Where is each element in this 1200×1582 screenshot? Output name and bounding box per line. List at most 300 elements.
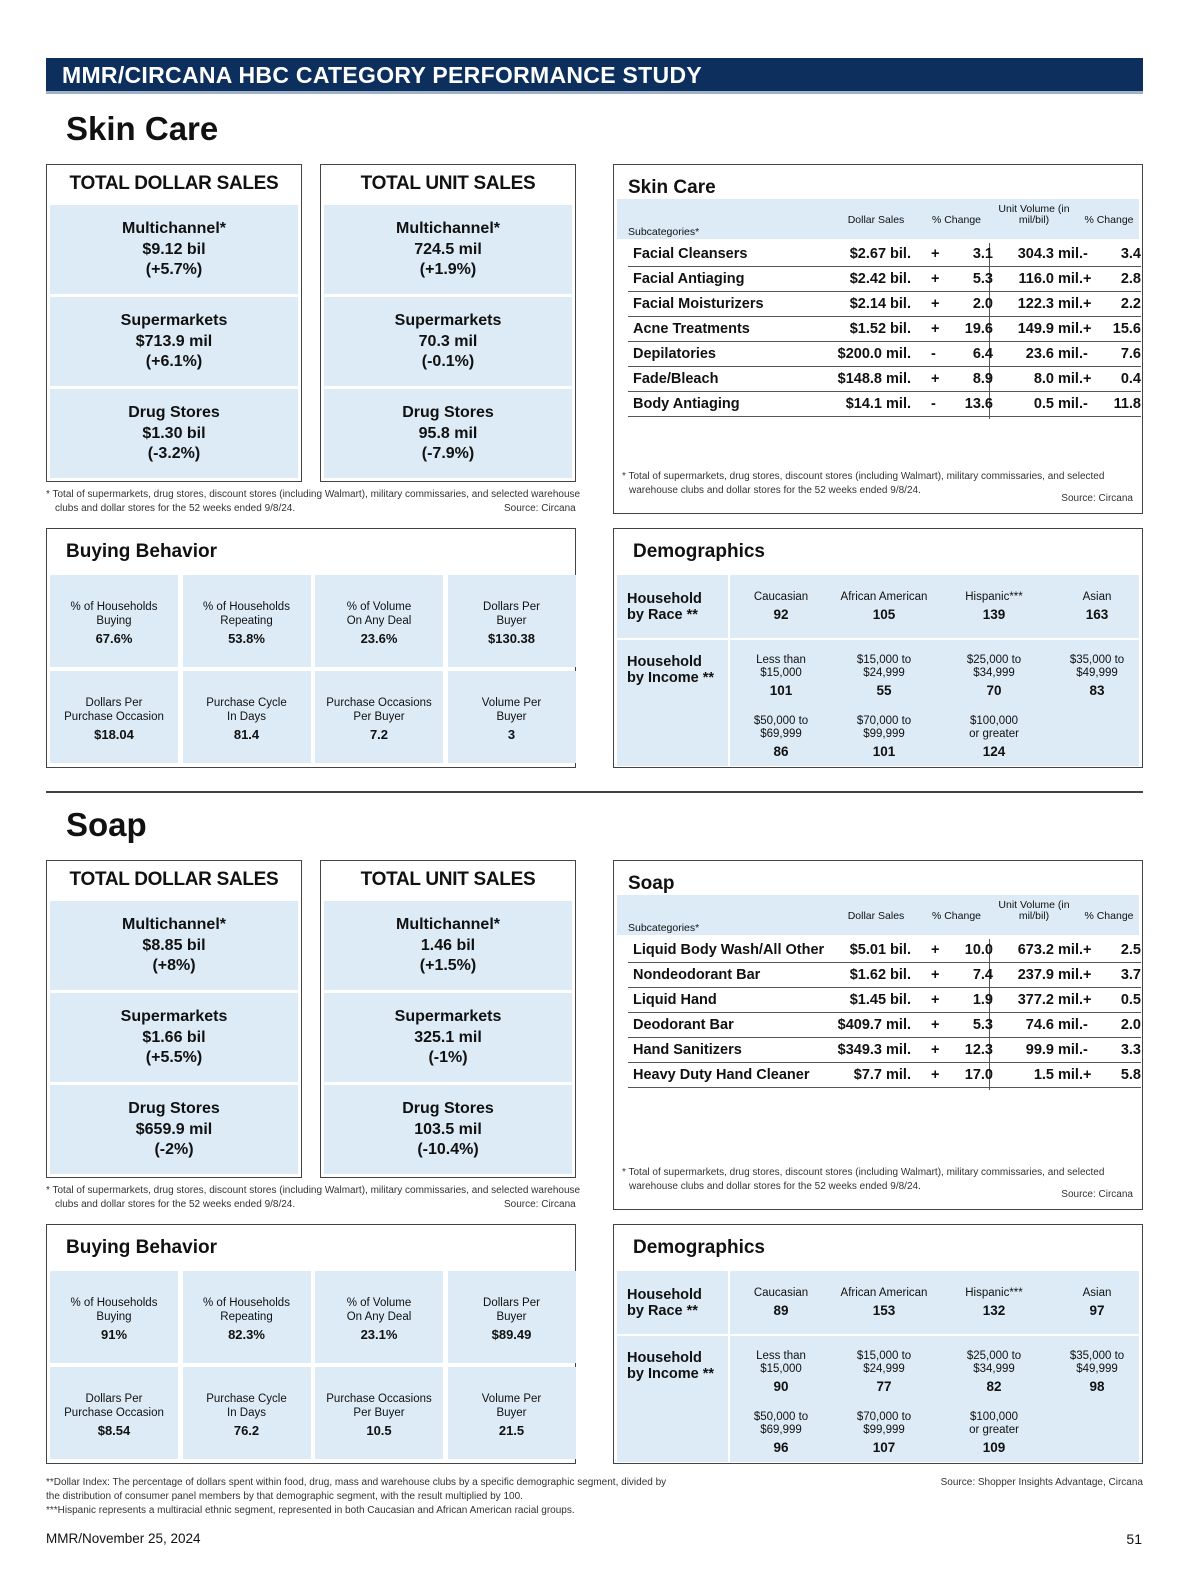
- race-label-line1: Household: [627, 1287, 702, 1303]
- metric-label-line2: Per Buyer: [353, 1406, 405, 1419]
- buying-metric-cell: [50, 575, 178, 667]
- income-label-line1: Household: [627, 1350, 702, 1366]
- segment-index: 109: [982, 1440, 1006, 1455]
- income-segment: [939, 1350, 1049, 1393]
- row-pct-change-1: 7.4: [972, 967, 993, 983]
- metric-label-line1: % of Households: [203, 1297, 290, 1309]
- metric-value: 21.5: [498, 1423, 525, 1438]
- row-unit-volume: 99.9 mil.: [1025, 1042, 1083, 1058]
- cell-change: (-0.1%): [421, 353, 475, 370]
- cell-label: Supermarkets: [120, 1008, 228, 1025]
- table-row: [628, 1038, 1141, 1063]
- row-sign-2: -: [1083, 346, 1088, 362]
- race-segment: [1042, 591, 1152, 621]
- summary-footnote-line2: clubs and dollar stores for the 52 weeks ended 9/8/24.: [55, 503, 296, 514]
- segment-label: Asian: [1082, 591, 1112, 603]
- col-pct-change-2: % Change: [1084, 910, 1134, 922]
- segment-index: 70: [986, 683, 1002, 698]
- col-pct-change-1: % Change: [931, 214, 982, 226]
- row-unit-volume: 74.6 mil.: [1025, 1017, 1083, 1033]
- section-title: Skin Care: [66, 110, 219, 147]
- unit-sales-box: [320, 164, 576, 482]
- row-sign-2: -: [1083, 396, 1088, 412]
- col-dollar-sales: Dollar Sales: [847, 910, 905, 922]
- col-unit-volume: Unit Volume (in mil/bil): [998, 203, 1070, 226]
- sales-cell: [50, 297, 298, 386]
- sales-cell: [50, 901, 298, 990]
- table-title: Skin Care: [628, 177, 716, 198]
- row-unit-volume: 23.6 mil.: [1025, 346, 1083, 362]
- race-segment: [726, 591, 836, 621]
- row-dollar-sales: $5.01 bil.: [849, 942, 911, 958]
- metric-label-line2: Buyer: [496, 614, 527, 627]
- cell-change: (+5.5%): [145, 1049, 203, 1066]
- metric-label-line2: Buyer: [496, 1310, 527, 1323]
- metric-value: 23.6%: [360, 631, 398, 646]
- row-pct-change-1: 12.3: [964, 1042, 993, 1058]
- metric-label-line1: Dollars Per: [85, 697, 143, 709]
- row-name: Acne Treatments: [633, 321, 750, 337]
- segment-label: Hispanic***: [965, 591, 1023, 603]
- row-sign-1: +: [931, 1042, 940, 1058]
- row-dollar-sales: $1.45 bil.: [849, 992, 911, 1008]
- subcategory-table: [613, 164, 1143, 514]
- segment-label-line2: $15,000: [760, 667, 802, 679]
- metric-label-line1: Dollars Per: [483, 1297, 540, 1309]
- metric-label-line2: Purchase Occasion: [64, 1406, 164, 1419]
- col-pct-change-1: % Change: [931, 910, 982, 922]
- box-heading: TOTAL UNIT SALES: [360, 173, 536, 194]
- segment-index: 96: [773, 1440, 789, 1455]
- col-subcategories: Subcategories*: [628, 226, 700, 238]
- segment-label-line1: $25,000 to: [966, 654, 1022, 666]
- row-unit-volume: 304.3 mil.: [1017, 246, 1083, 262]
- row-dollar-sales: $1.52 bil.: [849, 321, 911, 337]
- metric-value: 10.5: [366, 1423, 392, 1438]
- segment-index: 107: [872, 1440, 896, 1455]
- page-number: 51: [1126, 1531, 1142, 1547]
- race-label: [627, 591, 702, 623]
- sales-cell: [50, 1085, 298, 1174]
- footer-source: Source: Shopper Insights Advantage, Circana: [940, 1477, 1143, 1488]
- segment-index: 97: [1089, 1303, 1105, 1318]
- race-label-line1: Household: [627, 591, 702, 607]
- metric-label-line2: In Days: [227, 710, 266, 723]
- metric-label-line1: % of Volume: [346, 1297, 412, 1309]
- row-sign-1: -: [931, 396, 936, 412]
- metric-label-line1: % of Households: [70, 1297, 158, 1309]
- row-name: Heavy Duty Hand Cleaner: [633, 1067, 810, 1083]
- income-segment: [726, 1350, 836, 1393]
- segment-label-line1: $15,000 to: [856, 654, 912, 666]
- income-segment: [1042, 654, 1152, 697]
- row-dollar-sales: $148.8 mil.: [837, 371, 911, 387]
- banner-title: MMR/CIRCANA HBC CATEGORY PERFORMANCE STUDY: [62, 62, 702, 88]
- buying-metric-cell: [50, 1367, 178, 1459]
- cell-label: Drug Stores: [128, 1100, 220, 1117]
- metric-label-line1: Volume Per: [481, 1393, 542, 1405]
- segment-label-line1: $100,000: [970, 715, 1018, 727]
- row-unit-volume: 0.5 mil.: [1033, 396, 1083, 412]
- row-unit-volume: 1.5 mil.: [1033, 1067, 1083, 1083]
- sales-cell: [50, 993, 298, 1082]
- row-sign-1: +: [931, 271, 940, 287]
- segment-label-line1: Less than: [756, 1350, 806, 1362]
- metric-value: 91%: [100, 1327, 128, 1342]
- metric-label-line2: Buying: [96, 614, 132, 627]
- segment-index: 139: [982, 607, 1006, 622]
- row-name: Liquid Hand: [633, 992, 717, 1008]
- summary-footnote-line1: * Total of supermarkets, drug stores, discount stores (including Walmart), military commissaries, and selected warehouse: [46, 489, 581, 500]
- income-segment: [726, 654, 836, 697]
- metric-value: 81.4: [233, 727, 260, 742]
- segment-index: 82: [986, 1379, 1002, 1394]
- income-segment: [829, 715, 939, 758]
- row-name: Deodorant Bar: [633, 1017, 734, 1033]
- col-pct-change-2: % Change: [1084, 214, 1134, 226]
- cell-change: (+1.9%): [419, 261, 477, 278]
- metric-label-line2: Purchase Occasion: [64, 710, 164, 723]
- footer-notes: [46, 1476, 666, 1518]
- buying-metric-cell: [183, 671, 311, 763]
- sales-cell: [324, 205, 572, 294]
- cell-value: $1.66 bil: [142, 1028, 206, 1046]
- buying-behavior-title: Buying Behavior: [66, 1237, 217, 1258]
- cell-value: 103.5 mil: [414, 1120, 482, 1138]
- cell-value: 1.46 bil: [420, 936, 476, 954]
- buying-metric-cell: [183, 1367, 311, 1459]
- cell-label: Drug Stores: [128, 404, 220, 421]
- sales-cell: [324, 901, 572, 990]
- row-unit-volume: 237.9 mil.: [1017, 967, 1083, 983]
- row-name: Facial Cleansers: [633, 246, 748, 262]
- row-dollar-sales: $2.14 bil.: [849, 296, 911, 312]
- row-pct-change-2: 15.6: [1112, 321, 1141, 337]
- row-sign-2: +: [1083, 992, 1092, 1008]
- metric-value: 3: [507, 727, 516, 742]
- unit-sales-box: [320, 860, 576, 1178]
- segment-label-line1: Less than: [756, 654, 806, 666]
- metric-label-line2: Buyer: [496, 710, 527, 723]
- metric-value: 76.2: [233, 1423, 260, 1438]
- metric-value: $130.38: [488, 631, 535, 646]
- income-segment: [726, 1411, 836, 1454]
- table-row: [628, 938, 1141, 963]
- row-unit-volume: 122.3 mil.: [1017, 296, 1083, 312]
- row-name: Liquid Body Wash/All Other: [633, 942, 825, 958]
- cell-label: Multichannel*: [121, 220, 226, 237]
- income-label: [627, 654, 714, 686]
- cell-label: Supermarkets: [394, 312, 502, 329]
- row-dollar-sales: $7.7 mil.: [853, 1067, 911, 1083]
- metric-label-line2: Repeating: [220, 1310, 273, 1323]
- table-row: [628, 392, 1141, 417]
- table-row: [628, 317, 1141, 342]
- cell-value: $8.85 bil: [142, 936, 206, 954]
- segment-label-line1: $70,000 to: [856, 715, 912, 727]
- row-pct-change-1: 2.0: [972, 296, 993, 312]
- row-pct-change-1: 1.9: [972, 992, 993, 1008]
- row-pct-change-2: 5.8: [1120, 1067, 1141, 1083]
- segment-label: Caucasian: [753, 1287, 809, 1299]
- buying-metric-cell: [315, 671, 443, 763]
- buying-metric-cell: [448, 1271, 576, 1363]
- buying-metric-cell: [50, 1271, 178, 1363]
- cell-label: Supermarkets: [120, 312, 228, 329]
- segment-index: 105: [872, 607, 896, 622]
- cell-change: (+5.7%): [145, 261, 203, 278]
- sales-cell: [324, 297, 572, 386]
- row-pct-change-2: 0.5: [1120, 992, 1141, 1008]
- metric-value: $18.04: [94, 727, 134, 742]
- table-row: [628, 963, 1141, 988]
- row-pct-change-2: 3.7: [1120, 967, 1141, 983]
- row-sign-2: +: [1083, 967, 1092, 983]
- race-segment: [829, 1287, 939, 1317]
- table-row: [628, 342, 1141, 367]
- sales-cell: [324, 993, 572, 1082]
- buying-metric-cell: [448, 1367, 576, 1459]
- segment-label-line2: $24,999: [863, 1363, 905, 1375]
- segment-label-line2: $49,999: [1076, 667, 1118, 679]
- publication-date: MMR/November 25, 2024: [46, 1531, 201, 1546]
- segment-index: 101: [769, 683, 793, 698]
- segment-label-line2: $99,999: [863, 1424, 905, 1436]
- segment-index: 55: [876, 683, 892, 698]
- row-name: Facial Moisturizers: [633, 296, 764, 312]
- table-source: Source: Circana: [1061, 1189, 1133, 1200]
- income-label-line1: Household: [627, 654, 702, 670]
- cell-change: (+8%): [152, 957, 196, 974]
- segment-label-line2: $24,999: [863, 667, 905, 679]
- buying-behavior-box: [46, 528, 576, 768]
- segment-label-line1: $25,000 to: [966, 1350, 1022, 1362]
- segment-label: Caucasian: [753, 591, 809, 603]
- row-pct-change-1: 3.1: [972, 246, 993, 262]
- segment-index: 153: [872, 1303, 896, 1318]
- cell-label: Supermarkets: [394, 1008, 502, 1025]
- row-pct-change-2: 3.3: [1120, 1042, 1141, 1058]
- buying-behavior-title: Buying Behavior: [66, 541, 217, 562]
- box-heading: TOTAL DOLLAR SALES: [69, 173, 279, 194]
- row-name: Nondeodorant Bar: [633, 967, 761, 983]
- cell-change: (-7.9%): [421, 445, 475, 462]
- table-footnote-line1: * Total of supermarkets, drug stores, discount stores (including Walmart), military commissaries, and selected: [622, 1167, 1105, 1178]
- table-footnote-line1: * Total of supermarkets, drug stores, discount stores (including Walmart), military commissaries, and selected: [622, 471, 1105, 482]
- metric-label-line1: Volume Per: [481, 697, 542, 709]
- row-sign-2: +: [1083, 271, 1092, 287]
- table-row: [628, 267, 1141, 292]
- row-unit-volume: 149.9 mil.: [1017, 321, 1083, 337]
- buying-metric-cell: [315, 575, 443, 667]
- buying-metric-cell: [315, 1271, 443, 1363]
- summary-source: Source: Circana: [504, 503, 576, 514]
- buying-metric-cell: [183, 1271, 311, 1363]
- race-label-line2: by Race **: [627, 1303, 698, 1319]
- segment-label-line2: $49,999: [1076, 1363, 1118, 1375]
- table-source: Source: Circana: [1061, 493, 1133, 504]
- segment-index: 89: [773, 1303, 789, 1318]
- cell-value: 325.1 mil: [414, 1028, 482, 1046]
- segment-index: 92: [773, 607, 789, 622]
- cell-label: Multichannel*: [395, 220, 500, 237]
- row-pct-change-2: 2.0: [1120, 1017, 1141, 1033]
- cell-change: (-2%): [154, 1141, 194, 1158]
- cell-value: $659.9 mil: [135, 1120, 213, 1138]
- row-pct-change-1: 6.4: [972, 346, 993, 362]
- cell-change: (-10.4%): [417, 1141, 479, 1158]
- row-dollar-sales: $1.62 bil.: [849, 967, 911, 983]
- row-pct-change-2: 3.4: [1120, 246, 1141, 262]
- box-heading: TOTAL UNIT SALES: [360, 869, 536, 890]
- row-pct-change-1: 10.0: [964, 942, 993, 958]
- dollar-index-note-line2: the distribution of consumer panel members by that demographic segment, with the result multiplied by 100.: [46, 1491, 523, 1502]
- segment-label-line1: $50,000 to: [753, 715, 809, 727]
- row-unit-volume: 116.0 mil.: [1018, 271, 1083, 287]
- buying-metric-cell: [448, 671, 576, 763]
- segment-index: 83: [1089, 683, 1105, 698]
- row-name: Depilatories: [633, 346, 716, 362]
- cell-value: $1.30 bil: [142, 424, 206, 442]
- buying-metric-cell: [315, 1367, 443, 1459]
- metric-label-line2: On Any Deal: [346, 1310, 412, 1323]
- income-segment: [726, 715, 836, 758]
- income-label-line2: by Income **: [627, 1366, 715, 1382]
- header-banner: [46, 58, 1143, 94]
- row-sign-2: -: [1083, 246, 1088, 262]
- demographics-box: [613, 528, 1143, 768]
- row-dollar-sales: $2.42 bil.: [849, 271, 911, 287]
- segment-label-line2: $15,000: [760, 1363, 802, 1375]
- row-sign-1: +: [931, 296, 940, 312]
- row-dollar-sales: $14.1 mil.: [845, 396, 911, 412]
- row-pct-change-1: 5.3: [972, 1017, 993, 1033]
- row-pct-change-2: 7.6: [1120, 346, 1141, 362]
- segment-index: 90: [773, 1379, 789, 1394]
- race-segment: [829, 591, 939, 621]
- hispanic-note: ***Hispanic represents a multiracial ethnic segment, represented in both Caucasian and African American racial groups.: [46, 1505, 575, 1516]
- metric-value: 53.8%: [228, 631, 265, 646]
- row-dollar-sales: $2.67 bil.: [849, 246, 911, 262]
- income-label-line2: by Income **: [627, 670, 715, 686]
- sales-cell: [50, 389, 298, 478]
- row-unit-volume: 8.0 mil.: [1033, 371, 1083, 387]
- cell-label: Drug Stores: [402, 1100, 494, 1117]
- row-pct-change-1: 13.6: [964, 396, 993, 412]
- income-segment: [829, 654, 939, 697]
- row-sign-1: +: [931, 992, 940, 1008]
- row-sign-1: -: [931, 346, 936, 362]
- segment-label-line1: $50,000 to: [753, 1411, 809, 1423]
- dollar-sales-box: [46, 164, 302, 482]
- row-sign-1: +: [931, 371, 940, 387]
- metric-label-line2: In Days: [227, 1406, 266, 1419]
- demographics-box: [613, 1224, 1143, 1464]
- row-sign-2: -: [1083, 1017, 1088, 1033]
- metric-label-line1: % of Households: [70, 601, 158, 613]
- metric-label-line1: Purchase Cycle: [206, 697, 287, 709]
- section-divider: [46, 791, 1143, 793]
- cell-value: $9.12 bil: [142, 240, 206, 258]
- segment-label: Asian: [1082, 1287, 1112, 1299]
- row-pct-change-2: 2.2: [1120, 296, 1141, 312]
- race-segment: [939, 1287, 1049, 1317]
- metric-value: 67.6%: [95, 631, 133, 646]
- segment-index: 77: [876, 1379, 892, 1394]
- metric-label-line1: Purchase Cycle: [206, 1393, 287, 1405]
- row-dollar-sales: $200.0 mil.: [837, 346, 911, 362]
- income-segment: [1042, 1350, 1152, 1393]
- dollar-index-note-line1: **Dollar Index: The percentage of dollars spent within food, drug, mass and warehouse clubs by a specific demographic segment, divided by: [46, 1477, 667, 1488]
- table-footnote-line2: warehouse clubs and dollar stores for the 52 weeks ended 9/8/24.: [629, 485, 921, 496]
- metric-value: $8.54: [97, 1423, 131, 1438]
- row-sign-1: +: [931, 967, 940, 983]
- metric-value: 23.1%: [360, 1327, 398, 1342]
- cell-label: Multichannel*: [395, 916, 500, 933]
- table-row: [628, 1013, 1141, 1038]
- segment-label-line2: or greater: [969, 1424, 1019, 1436]
- segment-index: 98: [1089, 1379, 1105, 1394]
- income-segment: [939, 654, 1049, 697]
- row-dollar-sales: $349.3 mil.: [837, 1042, 911, 1058]
- table-row: [628, 988, 1141, 1013]
- summary-footnote-line1: * Total of supermarkets, drug stores, discount stores (including Walmart), military commissaries, and selected warehouse: [46, 1185, 581, 1196]
- buying-metric-cell: [448, 575, 576, 667]
- race-label-line2: by Race **: [627, 607, 698, 623]
- row-pct-change-2: 0.4: [1120, 371, 1141, 387]
- row-sign-1: +: [931, 246, 940, 262]
- row-unit-volume: 377.2 mil.: [1017, 992, 1083, 1008]
- metric-label-line2: Buying: [96, 1310, 132, 1323]
- demographics-title: Demographics: [633, 1237, 765, 1258]
- metric-label-line1: % of Households: [203, 601, 290, 613]
- row-sign-1: +: [931, 1017, 940, 1033]
- col-subcategories: Subcategories*: [628, 922, 700, 934]
- segment-index: 132: [982, 1303, 1006, 1318]
- income-segment: [939, 1411, 1049, 1454]
- cell-label: Drug Stores: [402, 404, 494, 421]
- table-row: [628, 292, 1141, 317]
- table-footnote-line2: warehouse clubs and dollar stores for the 52 weeks ended 9/8/24.: [629, 1181, 921, 1192]
- segment-label-line1: $70,000 to: [856, 1411, 912, 1423]
- segment-index: 86: [773, 744, 789, 759]
- segment-label: African American: [840, 1287, 928, 1299]
- row-sign-2: +: [1083, 942, 1092, 958]
- metric-label-line1: Dollars Per: [85, 1393, 143, 1405]
- metric-label-line2: Buyer: [496, 1406, 527, 1419]
- row-pct-change-1: 19.6: [964, 321, 993, 337]
- segment-label-line1: $35,000 to: [1069, 654, 1125, 666]
- segment-label-line2: $34,999: [973, 1363, 1015, 1375]
- income-segment: [829, 1350, 939, 1393]
- segment-label-line2: $69,999: [760, 728, 802, 740]
- segment-label-line2: $69,999: [760, 1424, 802, 1436]
- row-name: Fade/Bleach: [633, 371, 719, 387]
- metric-label-line2: On Any Deal: [346, 614, 412, 627]
- segment-label-line2: $34,999: [973, 667, 1015, 679]
- cell-value: 95.8 mil: [418, 424, 478, 442]
- summary-footnote-line2: clubs and dollar stores for the 52 weeks ended 9/8/24.: [55, 1199, 296, 1210]
- table-row: [628, 242, 1141, 267]
- subcategory-table: [613, 860, 1143, 1210]
- cell-change: (+6.1%): [145, 353, 203, 370]
- metric-label-line1: Purchase Occasions: [326, 697, 432, 709]
- sales-cell: [324, 389, 572, 478]
- col-unit-volume: Unit Volume (in mil/bil): [998, 899, 1070, 922]
- buying-metric-cell: [183, 575, 311, 667]
- row-sign-2: +: [1083, 296, 1092, 312]
- segment-label: Hispanic***: [965, 1287, 1023, 1299]
